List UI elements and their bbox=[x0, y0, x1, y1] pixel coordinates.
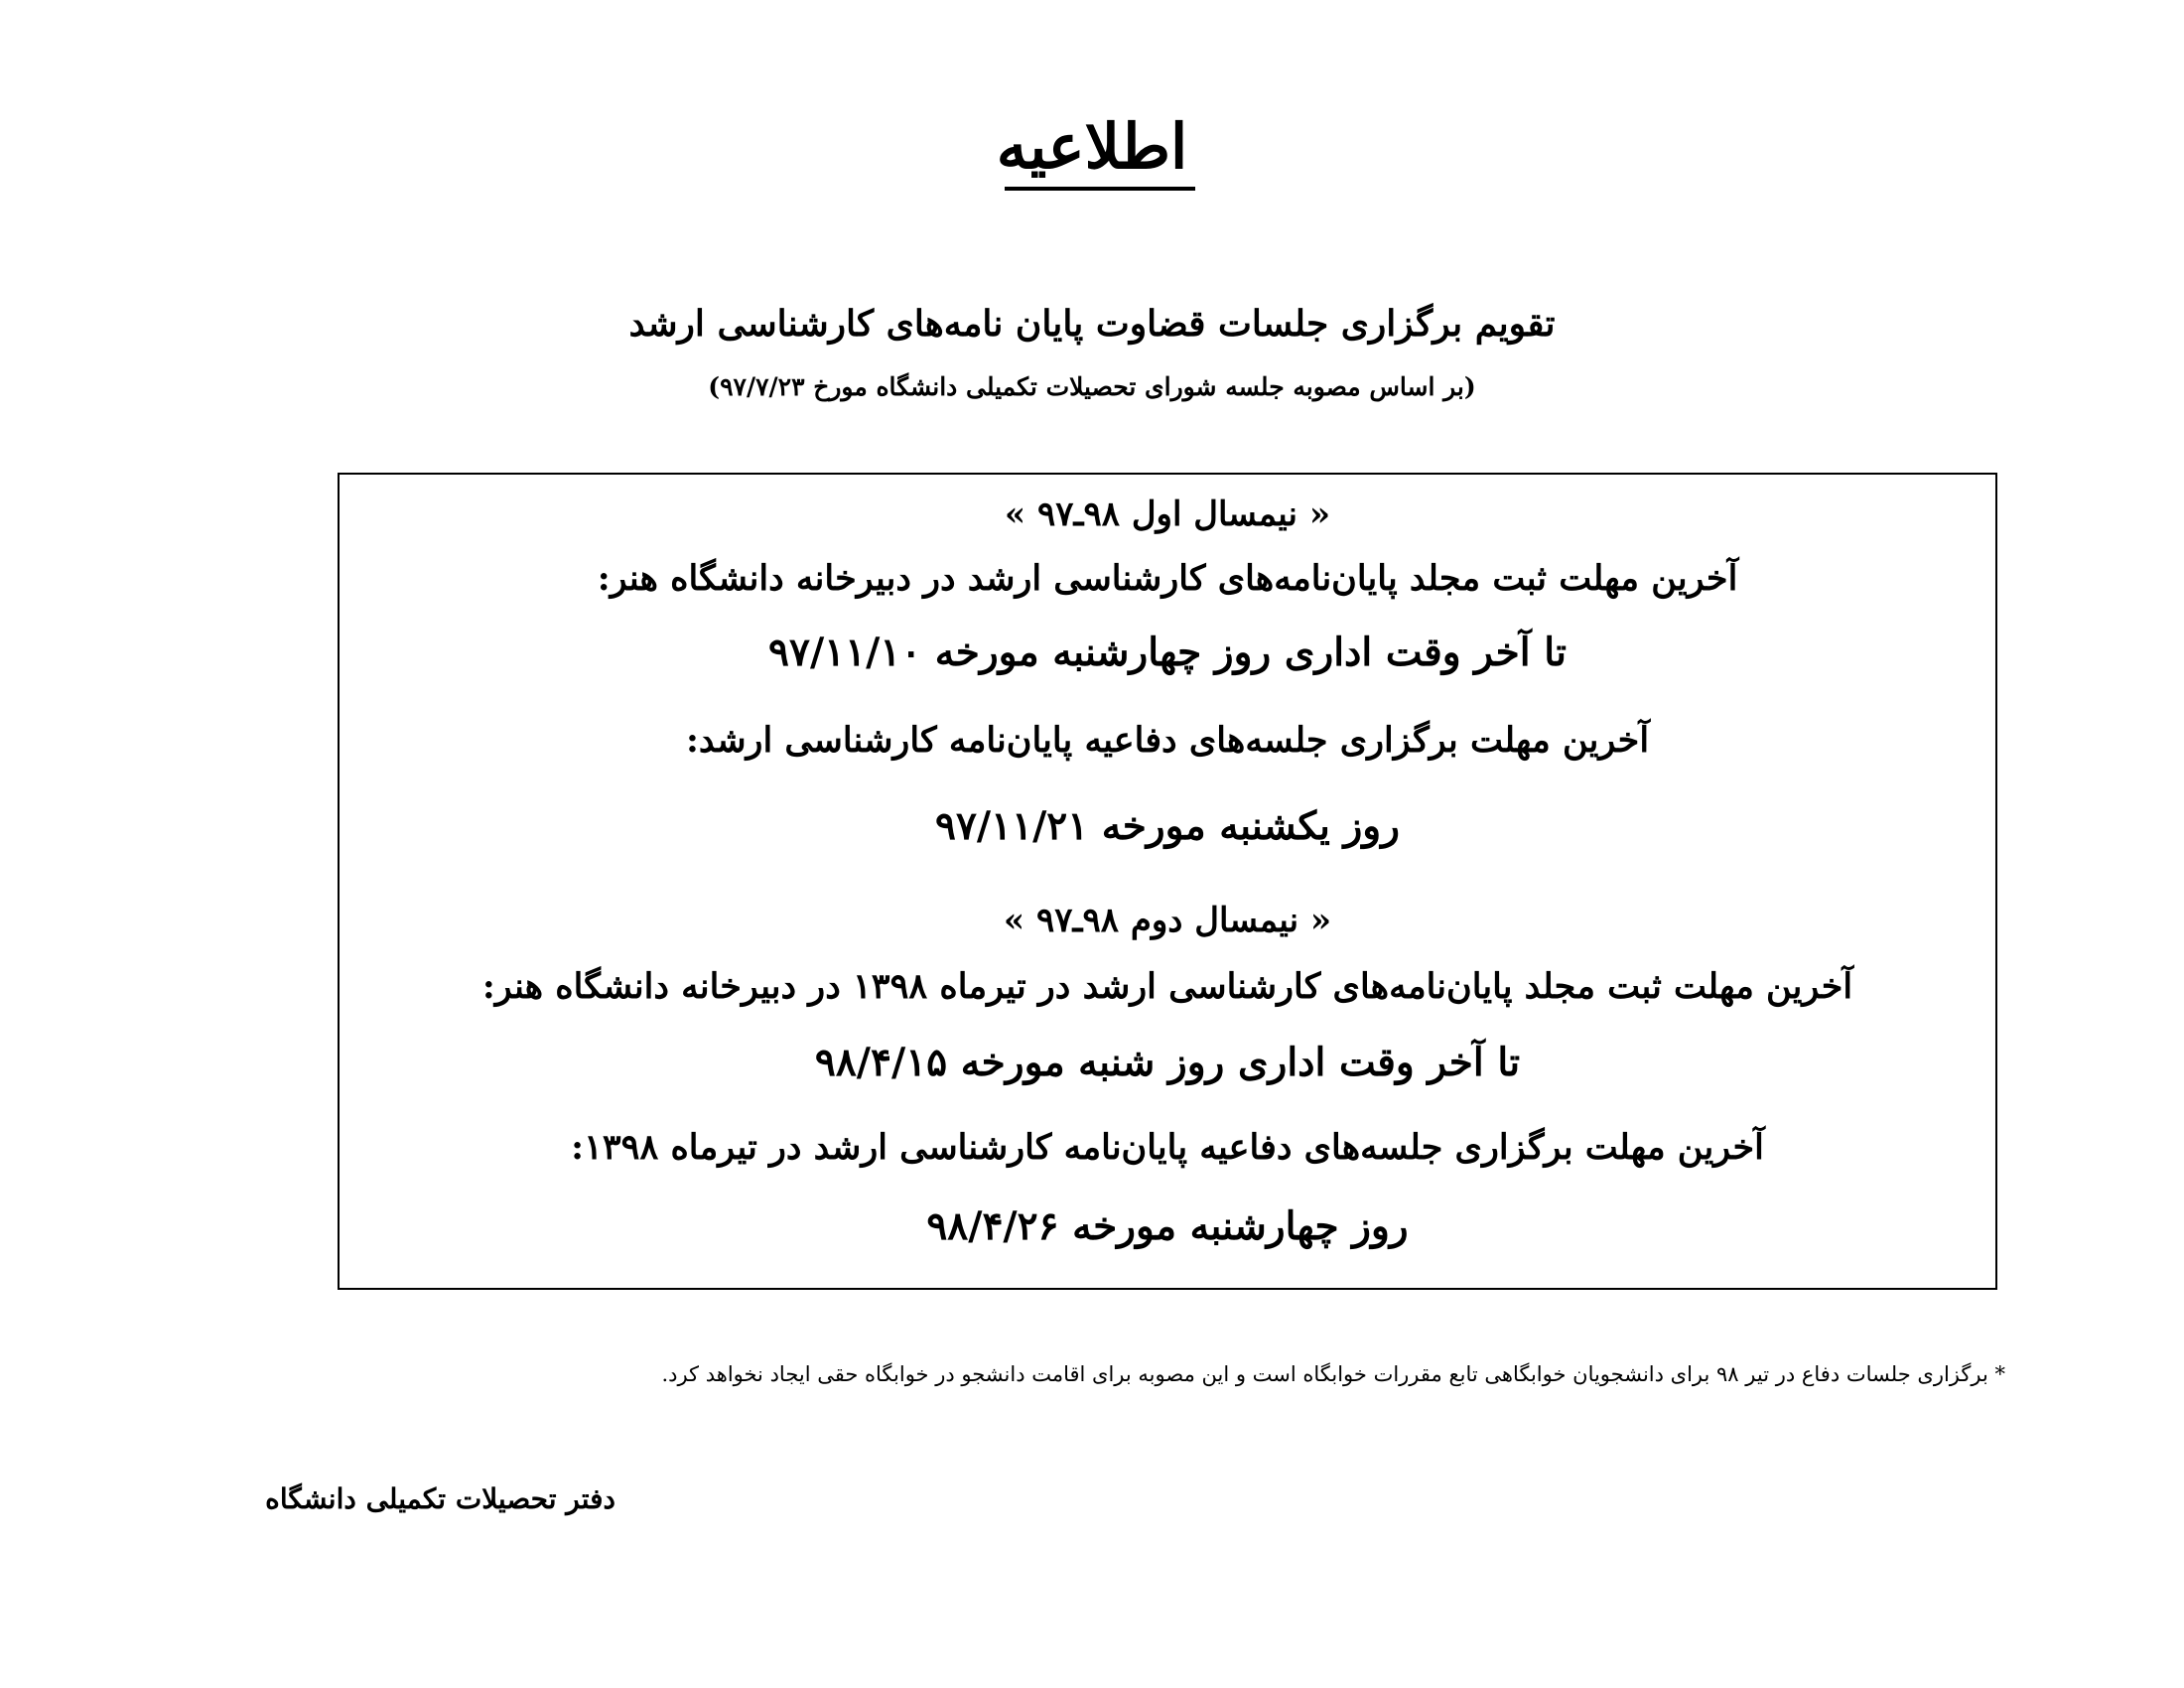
semester-1-defense-label: آخرین مهلت برگزاری جلسه‌های دفاعیه پایان‌نامه کارشناسی ارشد: bbox=[685, 720, 1650, 761]
dormitory-footnote: * برگزاری جلسات دفاع در تیر ۹۸ برای دانشجویان خوابگاهی تابع مقررات خوابگاه است و این مصوبه برای اقامت دانشجو در خوابگاه حقی ایجاد نخواهد کرد. bbox=[661, 1362, 2005, 1386]
title-underline bbox=[1005, 187, 1195, 191]
page-title: اطلاعیه bbox=[996, 110, 1188, 183]
notice-subtitle: تقویم برگزاری جلسات قضاوت پایان نامه‌های کارشناسی ارشد bbox=[628, 303, 1556, 345]
office-signature: دفتر تحصیلات تکمیلی دانشگاه bbox=[265, 1482, 615, 1515]
semester-1-registration-date: تا آخر وقت اداری روز چهارشنبه مورخه ۹۷/۱۱/۱۰ bbox=[768, 630, 1567, 675]
semester-2-registration-date: تا آخر وقت اداری روز شنبه مورخه ۹۸/۴/۱۵ bbox=[814, 1040, 1521, 1085]
semester-1-registration-label: آخرین مهلت ثبت مجلد پایان‌نامه‌های کارشناسی ارشد در دبیرخانه دانشگاه هنر: bbox=[597, 558, 1738, 599]
schedule-box bbox=[338, 473, 1997, 1290]
semester-2-heading: « نیمسال دوم ۹۸ـ۹۷ » bbox=[1003, 901, 1332, 940]
semester-2-defense-label: آخرین مهلت برگزاری جلسه‌های دفاعیه پایان‌نامه کارشناسی ارشد در تیرماه ۱۳۹۸: bbox=[571, 1127, 1764, 1168]
semester-2-defense-date: روز چهارشنبه مورخه ۹۸/۴/۲۶ bbox=[926, 1203, 1409, 1249]
semester-1-heading: « نیمسال اول ۹۸ـ۹۷ » bbox=[1004, 494, 1331, 534]
approval-basis-note: (بر اساس مصوبه جلسه شورای تحصیلات تکمیلی دانشگاه مورخ ۹۷/۷/۲۳) bbox=[708, 372, 1476, 401]
semester-1-defense-date: روز یکشنبه مورخه ۹۷/۱۱/۲۱ bbox=[935, 803, 1400, 849]
semester-2-registration-label: آخرین مهلت ثبت مجلد پایان‌نامه‌های کارشناسی ارشد در تیرماه ۱۳۹۸ در دبیرخانه دانشگاه هنر: bbox=[481, 966, 1853, 1007]
